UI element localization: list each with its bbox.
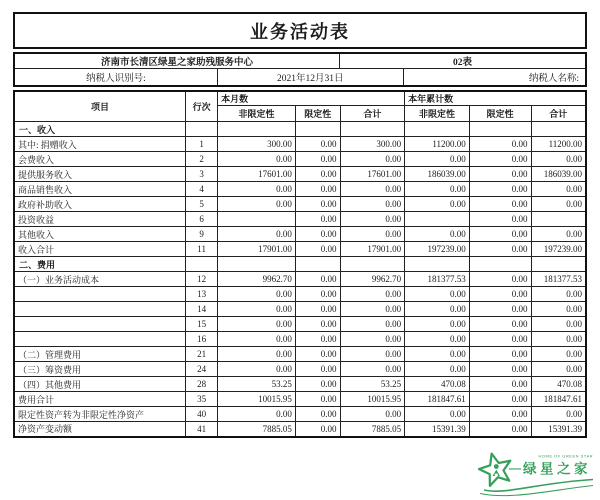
value-cell: 9962.70 (218, 272, 296, 287)
value-cell: 0.00 (531, 152, 586, 167)
value-cell: 0.00 (295, 167, 340, 182)
line-number-cell: 15 (186, 317, 218, 332)
value-cell: 0.00 (295, 407, 340, 422)
value-cell: 0.00 (218, 152, 296, 167)
value-cell: 0.00 (295, 272, 340, 287)
value-cell: 7885.05 (218, 422, 296, 437)
value-cell: 0.00 (295, 227, 340, 242)
table-row (14, 242, 586, 257)
value-cell: 0.00 (469, 182, 531, 197)
line-number-cell: 41 (186, 422, 218, 437)
value-cell: 0.00 (218, 302, 296, 317)
table-row (14, 152, 586, 167)
value-cell: 0.00 (218, 317, 296, 332)
value-cell: 0.00 (218, 347, 296, 362)
value-cell: 0.00 (405, 197, 470, 212)
line-number-cell: 5 (186, 197, 218, 212)
taxpayer-row (15, 69, 585, 85)
value-cell: 470.08 (531, 377, 586, 392)
column-header-year-restricted: 限定性 (469, 106, 531, 122)
value-cell: 0.00 (531, 407, 586, 422)
value-cell: 15391.39 (531, 422, 586, 437)
table-row (14, 167, 586, 182)
item-cell (14, 302, 186, 317)
value-cell: 0.00 (405, 227, 470, 242)
value-cell: 0.00 (469, 317, 531, 332)
value-cell: 0.00 (295, 392, 340, 407)
value-cell (531, 122, 586, 137)
value-cell: 0.00 (469, 212, 531, 227)
item-cell: 商品销售收入 (14, 182, 186, 197)
line-number-cell: 6 (186, 212, 218, 227)
value-cell: 186039.00 (405, 167, 470, 182)
item-cell: （一）业务活动成本 (14, 272, 186, 287)
line-number-cell: 21 (186, 347, 218, 362)
value-cell: 0.00 (340, 302, 405, 317)
table-row (14, 422, 586, 437)
value-cell: 17601.00 (340, 167, 405, 182)
column-header-line: 行次 (186, 91, 218, 122)
value-cell: 0.00 (405, 287, 470, 302)
value-cell: 0.00 (469, 422, 531, 437)
value-cell: 0.00 (295, 347, 340, 362)
line-number-cell: 16 (186, 332, 218, 347)
value-cell: 0.00 (469, 362, 531, 377)
value-cell: 0.00 (531, 332, 586, 347)
value-cell: 0.00 (531, 287, 586, 302)
table-row (14, 317, 586, 332)
value-cell: 0.00 (469, 137, 531, 152)
value-cell: 0.00 (340, 212, 405, 227)
value-cell: 300.00 (340, 137, 405, 152)
table-row (14, 227, 586, 242)
value-cell: 0.00 (469, 347, 531, 362)
line-number-cell: 40 (186, 407, 218, 422)
value-cell (405, 257, 470, 272)
table-row (14, 392, 586, 407)
organization-name: 济南市长清区绿星之家助残服务中心 (15, 54, 340, 68)
value-cell: 470.08 (405, 377, 470, 392)
value-cell: 0.00 (218, 182, 296, 197)
value-cell: 0.00 (405, 317, 470, 332)
value-cell: 0.00 (295, 137, 340, 152)
value-cell: 17901.00 (218, 242, 296, 257)
value-cell: 0.00 (340, 332, 405, 347)
value-cell (218, 257, 296, 272)
taxpayer-id-label: 纳税人识别号: (15, 69, 218, 85)
item-cell: 限定性资产转为非限定性净资产 (14, 407, 186, 422)
value-cell: 0.00 (295, 377, 340, 392)
value-cell: 181847.61 (531, 392, 586, 407)
value-cell: 0.00 (469, 167, 531, 182)
value-cell: 0.00 (405, 347, 470, 362)
column-header-month-restricted: 限定性 (295, 106, 340, 122)
value-cell: 186039.00 (531, 167, 586, 182)
table-row (14, 407, 586, 422)
value-cell: 0.00 (295, 317, 340, 332)
logo-swoosh-top (484, 480, 593, 492)
value-cell (295, 257, 340, 272)
value-cell: 181377.53 (531, 272, 586, 287)
info-box (13, 52, 587, 87)
value-cell: 0.00 (531, 347, 586, 362)
value-cell: 0.00 (340, 227, 405, 242)
item-cell: 其他收入 (14, 227, 186, 242)
table-row (14, 302, 586, 317)
section-row (14, 257, 586, 272)
column-header-month-unrestricted: 非限定性 (218, 106, 296, 122)
business-activity-statement (13, 12, 587, 438)
table-row (14, 272, 586, 287)
header-group-row (14, 91, 586, 106)
value-cell: 53.25 (218, 377, 296, 392)
value-cell: 0.00 (340, 287, 405, 302)
value-cell (295, 122, 340, 137)
value-cell (340, 257, 405, 272)
value-cell: 0.00 (295, 422, 340, 437)
column-header-year-unrestricted: 非限定性 (405, 106, 470, 122)
value-cell: 0.00 (531, 362, 586, 377)
value-cell: 0.00 (469, 152, 531, 167)
value-cell: 15391.39 (405, 422, 470, 437)
value-cell: 0.00 (218, 197, 296, 212)
value-cell: 0.00 (531, 302, 586, 317)
value-cell: 0.00 (469, 272, 531, 287)
line-number-cell: 9 (186, 227, 218, 242)
line-number-cell: 3 (186, 167, 218, 182)
line-number-cell: 28 (186, 377, 218, 392)
value-cell: 10015.95 (218, 392, 296, 407)
star-icon (479, 454, 510, 486)
value-cell: 0.00 (218, 407, 296, 422)
table-row (14, 347, 586, 362)
org-row (15, 54, 585, 69)
item-cell: 二、费用 (14, 257, 186, 272)
value-cell: 0.00 (405, 302, 470, 317)
value-cell: 53.25 (340, 377, 405, 392)
value-cell (218, 212, 296, 227)
value-cell: 0.00 (340, 317, 405, 332)
value-cell: 11200.00 (531, 137, 586, 152)
value-cell: 0.00 (405, 362, 470, 377)
line-number-cell: 11 (186, 242, 218, 257)
value-cell (531, 257, 586, 272)
value-cell: 17601.00 (218, 167, 296, 182)
value-cell: 181847.61 (405, 392, 470, 407)
logo-text: 绿星之家 (523, 461, 591, 477)
value-cell: 0.00 (295, 182, 340, 197)
line-number-cell: 4 (186, 182, 218, 197)
value-cell: 0.00 (295, 197, 340, 212)
page-title: 业务活动表 (250, 21, 350, 42)
value-cell: 0.00 (295, 362, 340, 377)
value-cell (531, 212, 586, 227)
value-cell: 0.00 (469, 392, 531, 407)
item-cell: 会费收入 (14, 152, 186, 167)
item-cell: 其中: 捐赠收入 (14, 137, 186, 152)
value-cell: 197239.00 (531, 242, 586, 257)
item-cell: （三）筹资费用 (14, 362, 186, 377)
item-cell: 投资收益 (14, 212, 186, 227)
value-cell: 181377.53 (405, 272, 470, 287)
green-star-logo (476, 449, 594, 499)
item-cell (14, 317, 186, 332)
value-cell: 0.00 (340, 407, 405, 422)
section-row (14, 122, 586, 137)
column-header-month-total: 合计 (340, 106, 405, 122)
line-number-cell (186, 122, 218, 137)
value-cell: 0.00 (469, 287, 531, 302)
value-cell: 0.00 (295, 152, 340, 167)
form-number: 02表 (452, 58, 472, 68)
table-row (14, 362, 586, 377)
value-cell: 197239.00 (405, 242, 470, 257)
item-cell: 提供服务收入 (14, 167, 186, 182)
value-cell: 0.00 (405, 182, 470, 197)
table-row (14, 197, 586, 212)
table-row (14, 137, 586, 152)
value-cell: 0.00 (340, 182, 405, 197)
table-body (14, 122, 586, 437)
line-number-cell: 2 (186, 152, 218, 167)
item-cell: （四）其他费用 (14, 377, 186, 392)
value-cell: 0.00 (405, 407, 470, 422)
value-cell: 0.00 (469, 242, 531, 257)
table-row (14, 212, 586, 227)
value-cell (340, 122, 405, 137)
item-cell: 一、收入 (14, 122, 186, 137)
value-cell (405, 122, 470, 137)
value-cell: 0.00 (218, 362, 296, 377)
table-row (14, 332, 586, 347)
value-cell: 0.00 (218, 332, 296, 347)
value-cell: 10015.95 (340, 392, 405, 407)
value-cell: 0.00 (295, 332, 340, 347)
value-cell: 0.00 (340, 362, 405, 377)
value-cell: 0.00 (469, 302, 531, 317)
value-cell: 0.00 (295, 242, 340, 257)
value-cell: 0.00 (295, 287, 340, 302)
line-number-cell: 35 (186, 392, 218, 407)
item-cell: 净资产变动额 (14, 422, 186, 437)
statement-date: 2021年12月31日 (218, 69, 404, 85)
column-group-month: 本月数 (218, 91, 405, 106)
item-cell (14, 287, 186, 302)
value-cell (405, 212, 470, 227)
item-cell: （二）管理费用 (14, 347, 186, 362)
item-cell: 政府补助收入 (14, 197, 186, 212)
table-row (14, 377, 586, 392)
line-number-cell: 24 (186, 362, 218, 377)
value-cell: 17901.00 (340, 242, 405, 257)
value-cell: 9962.70 (340, 272, 405, 287)
item-cell (14, 332, 186, 347)
column-header-year-total: 合计 (531, 106, 586, 122)
value-cell: 0.00 (469, 332, 531, 347)
value-cell: 0.00 (469, 377, 531, 392)
value-cell (469, 122, 531, 137)
value-cell (218, 122, 296, 137)
value-cell: 7885.05 (340, 422, 405, 437)
line-number-cell: 1 (186, 137, 218, 152)
value-cell: 0.00 (295, 212, 340, 227)
value-cell: 0.00 (405, 152, 470, 167)
value-cell: 11200.00 (405, 137, 470, 152)
value-cell: 0.00 (469, 407, 531, 422)
value-cell: 0.00 (218, 287, 296, 302)
value-cell: 0.00 (531, 227, 586, 242)
value-cell: 0.00 (405, 332, 470, 347)
line-number-cell: 12 (186, 272, 218, 287)
table-row (14, 182, 586, 197)
value-cell: 0.00 (340, 197, 405, 212)
logo-divider (509, 468, 521, 469)
column-header-item: 项目 (14, 91, 186, 122)
column-group-year: 本年累计数 (405, 91, 586, 106)
line-number-cell: 14 (186, 302, 218, 317)
item-cell: 收入合计 (14, 242, 186, 257)
value-cell: 0.00 (469, 227, 531, 242)
value-cell: 0.00 (218, 227, 296, 242)
title-box (13, 12, 587, 49)
value-cell: 300.00 (218, 137, 296, 152)
value-cell: 0.00 (531, 197, 586, 212)
logo-subtext: HOME OF GREEN STAR (538, 453, 593, 459)
value-cell: 0.00 (531, 317, 586, 332)
value-cell: 0.00 (469, 197, 531, 212)
table-row (14, 287, 586, 302)
line-number-cell (186, 257, 218, 272)
item-cell: 费用合计 (14, 392, 186, 407)
statement-table (13, 90, 587, 438)
taxpayer-name-label: 纳税人名称: (528, 74, 579, 84)
value-cell: 0.00 (531, 182, 586, 197)
value-cell: 0.00 (340, 152, 405, 167)
line-number-cell: 13 (186, 287, 218, 302)
value-cell: 0.00 (340, 347, 405, 362)
value-cell (469, 257, 531, 272)
table-header (14, 91, 586, 122)
value-cell: 0.00 (295, 302, 340, 317)
